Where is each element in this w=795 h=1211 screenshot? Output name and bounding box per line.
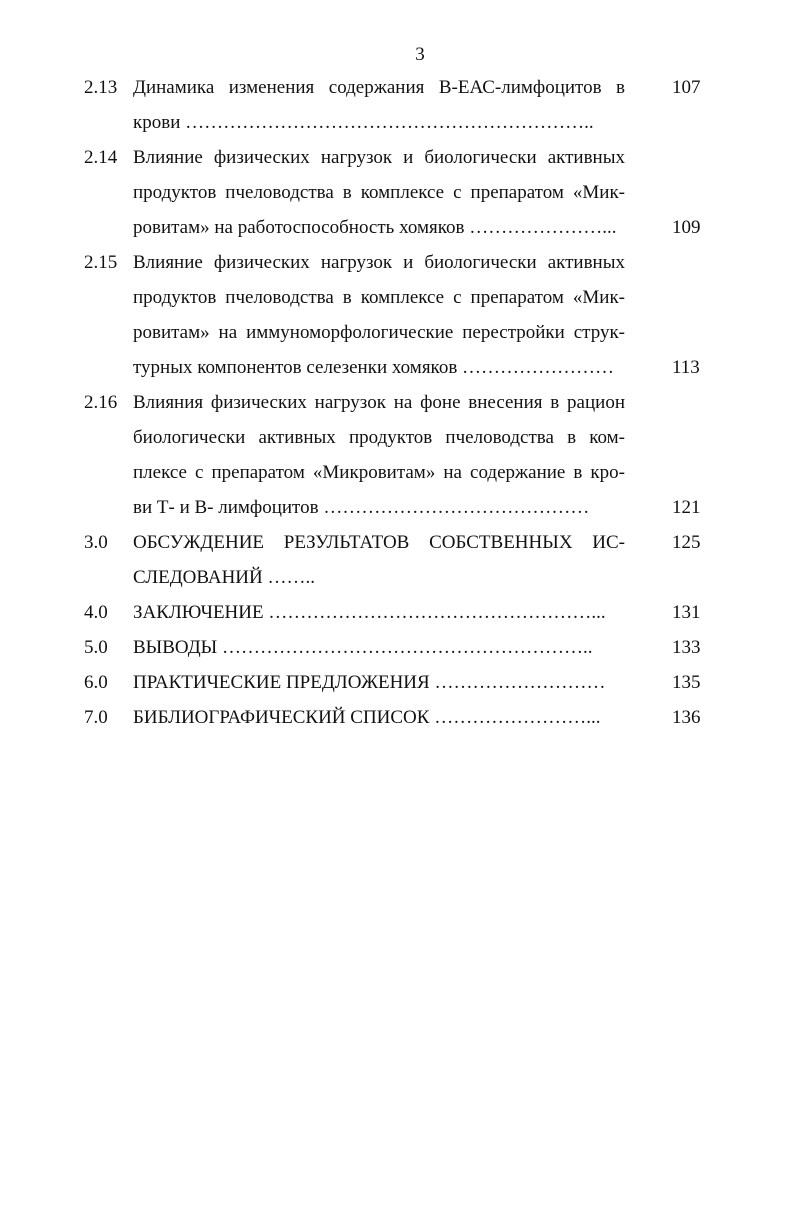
toc-line (84, 385, 704, 420)
table-of-contents (84, 70, 704, 735)
toc-line (84, 455, 704, 490)
toc-entry-text: крови ……………………………………………………….. (133, 112, 594, 133)
toc-page-number: 113 (672, 357, 700, 378)
toc-line (84, 105, 704, 140)
toc-entry-text: БИБЛИОГРАФИЧЕСКИЙ СПИСОК ……………………... (133, 707, 601, 728)
toc-entry-text: биологически активных продуктов пчеловодства в ком- (133, 427, 625, 448)
toc-entry (84, 630, 704, 665)
toc-line (84, 560, 704, 595)
toc-entry-text: ровитам» на работоспособность хомяков …………………... (133, 217, 617, 238)
toc-line (84, 490, 704, 525)
toc-entry-text: Влияние физических нагрузок и биологически активных (133, 252, 625, 273)
toc-entry (84, 700, 704, 735)
toc-entry (84, 385, 704, 525)
toc-entry (84, 525, 704, 595)
toc-line (84, 245, 704, 280)
toc-entry-text: ВЫВОДЫ ………………………………………………….. (133, 637, 593, 658)
toc-entry (84, 665, 704, 700)
toc-line (84, 595, 704, 630)
toc-entry-text: Динамика изменения содержания В-ЕАС-лимфоцитов в (133, 77, 625, 98)
toc-entry-text: ПРАКТИЧЕСКИЕ ПРЕДЛОЖЕНИЯ ……………………… (133, 672, 606, 693)
toc-entry (84, 595, 704, 630)
toc-entry-number: 2.13 (84, 77, 118, 98)
toc-entry-text: продуктов пчеловодства в комплексе с препаратом «Мик- (133, 287, 625, 308)
toc-line (84, 420, 704, 455)
toc-entry-text: ОБСУЖДЕНИЕ РЕЗУЛЬТАТОВ СОБСТВЕННЫХ ИС- (133, 532, 625, 553)
toc-page-number: 125 (672, 532, 701, 553)
toc-line (84, 700, 704, 735)
toc-page-number: 121 (672, 497, 701, 518)
toc-entry-text: турных компонентов селезенки хомяков …………………… (133, 357, 615, 378)
toc-entry-number: 2.14 (84, 147, 118, 168)
toc-page-number: 107 (672, 77, 701, 98)
toc-entry-number: 5.0 (84, 637, 108, 658)
toc-entry-number: 7.0 (84, 707, 108, 728)
toc-page-number: 109 (672, 217, 701, 238)
toc-line (84, 350, 704, 385)
toc-line (84, 280, 704, 315)
toc-line (84, 175, 704, 210)
toc-line (84, 665, 704, 700)
toc-entry-number: 2.15 (84, 252, 118, 273)
toc-entry-number: 6.0 (84, 672, 108, 693)
page-number: 3 (415, 44, 425, 65)
toc-page-number: 135 (672, 672, 701, 693)
toc-entry-number: 2.16 (84, 392, 118, 413)
toc-line (84, 210, 704, 245)
toc-entry (84, 70, 704, 140)
toc-entry-number: 4.0 (84, 602, 108, 623)
toc-entry-number: 3.0 (84, 532, 108, 553)
toc-line (84, 70, 704, 105)
toc-entry-text: ровитам» на иммуноморфологические перестройки струк- (133, 322, 625, 343)
toc-entry-text: ЗАКЛЮЧЕНИЕ ……………………………………………... (133, 602, 606, 623)
toc-entry-text: ви Т- и В- лимфоцитов …………………………………… (133, 497, 590, 518)
toc-line (84, 525, 704, 560)
toc-page-number: 131 (672, 602, 701, 623)
toc-entry-text: СЛЕДОВАНИЙ …….. (133, 567, 315, 588)
toc-entry-text: продуктов пчеловодства в комплексе с препаратом «Мик- (133, 182, 625, 203)
toc-entry (84, 140, 704, 245)
toc-entry-text: Влияния физических нагрузок на фоне внесения в рацион (133, 392, 625, 413)
toc-line (84, 140, 704, 175)
toc-line (84, 630, 704, 665)
toc-page-number: 136 (672, 707, 701, 728)
toc-entry (84, 245, 704, 385)
toc-entry-text: Влияние физических нагрузок и биологически активных (133, 147, 625, 168)
toc-page-number: 133 (672, 637, 701, 658)
toc-entry-text: плексе с препаратом «Микровитам» на содержание в кро- (133, 462, 625, 483)
toc-line (84, 315, 704, 350)
